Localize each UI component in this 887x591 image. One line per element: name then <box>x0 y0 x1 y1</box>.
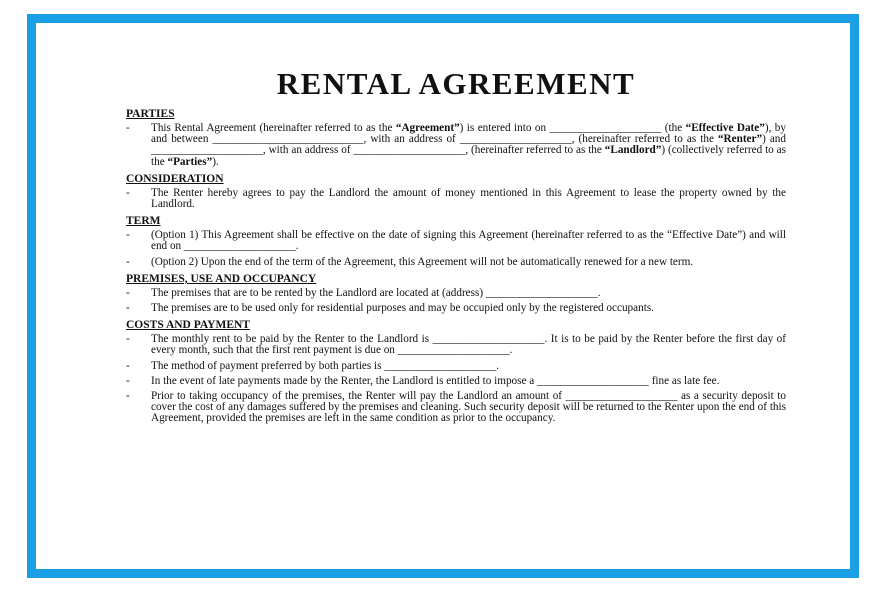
clause-text: (Option 2) Upon the end of the term of the Agreement, this Agreement will not be automatically renewed for a new term. <box>151 255 694 268</box>
clause-text: The premises are to be used only for residential purposes and may be occupied only by the registered occupants. <box>151 302 654 315</box>
document-body <box>126 107 786 425</box>
clause-item <box>126 188 786 210</box>
defined-term: “Effective Date” <box>685 122 765 134</box>
clause-text: ), by and between ___________________________, with an address of ____________________, (hereinafter referred to as the <box>151 122 786 146</box>
defined-term: “Renter” <box>717 133 763 146</box>
clause-item <box>126 123 786 168</box>
clause-text: ). <box>212 155 219 168</box>
bullet-dash: - <box>126 229 130 242</box>
bullet-dash: - <box>126 122 130 134</box>
clause-text: ) (collectively referred to as the <box>151 144 786 168</box>
clause-item <box>126 391 786 425</box>
page-frame <box>27 14 859 578</box>
defined-term: “Landlord” <box>604 144 662 157</box>
clause-text: ) is entered into on ____________________ (the <box>459 122 686 134</box>
bullet-dash: - <box>126 333 130 346</box>
bullet-dash: - <box>126 374 130 387</box>
document <box>126 67 786 429</box>
clause-text: This Rental Agreement (hereinafter referred to as the <box>151 122 396 134</box>
clause-item <box>126 303 786 314</box>
clause-text: The premises that are to be rented by the Landlord are located at (address) ____________________. <box>151 286 601 299</box>
section-heading: COSTS AND PAYMENT <box>126 319 250 332</box>
clause-text: ) and ____________________, with an address of ____________________, (hereinafter referred to as the <box>151 133 786 157</box>
section-heading: PARTIES <box>126 108 175 120</box>
clause-text: In the event of late payments made by the Renter, the Landlord is entitled to impose a ____________________ fine as late fee. <box>151 374 720 387</box>
clause-text: Prior to taking occupancy of the premises, the Renter will pay the Landlord an amount of ____________________ as a security deposit to cover the cost of any damages suffered by the premises and cleaning. Such security deposit will be returned to the Renter upon the end of this Agreement, provided the premises are left in the same condition as prior to the occupancy. <box>151 390 786 425</box>
clause-item <box>126 376 786 387</box>
clause-item <box>126 230 786 252</box>
document-title: RENTAL AGREEMENT <box>276 66 636 101</box>
bullet-dash: - <box>126 302 130 315</box>
bullet-dash: - <box>126 255 130 268</box>
clause-text: (Option 1) This Agreement shall be effective on the date of signing this Agreement (hereinafter referred to as the “Effective Date”) and will end on ____________________. <box>151 229 786 253</box>
section-heading: TERM <box>126 215 161 228</box>
clause-item <box>126 334 786 356</box>
section-heading: CONSIDERATION <box>126 172 224 185</box>
clause-text: The Renter hereby agrees to pay the Landlord the amount of money mentioned in this Agreement to lease the property owned by the Landlord. <box>151 186 786 211</box>
clause-text: The method of payment preferred by both parties is ____________________. <box>151 359 499 372</box>
defined-term: “Agreement” <box>395 122 460 134</box>
bullet-dash: - <box>126 286 130 299</box>
section-heading: PREMISES, USE AND OCCUPANCY <box>126 272 317 285</box>
bullet-dash: - <box>126 186 130 199</box>
clause-item <box>126 288 786 299</box>
defined-term: “Parties” <box>167 155 213 168</box>
clause-text: The monthly rent to be paid by the Renter to the Landlord is ____________________. It is to be paid by the Renter before the first day of every month, such that the first rent payment is due on ____________________. <box>151 333 786 357</box>
bullet-dash: - <box>126 359 130 372</box>
clause-item <box>126 361 786 372</box>
bullet-dash: - <box>126 390 130 403</box>
clause-item <box>126 257 786 268</box>
